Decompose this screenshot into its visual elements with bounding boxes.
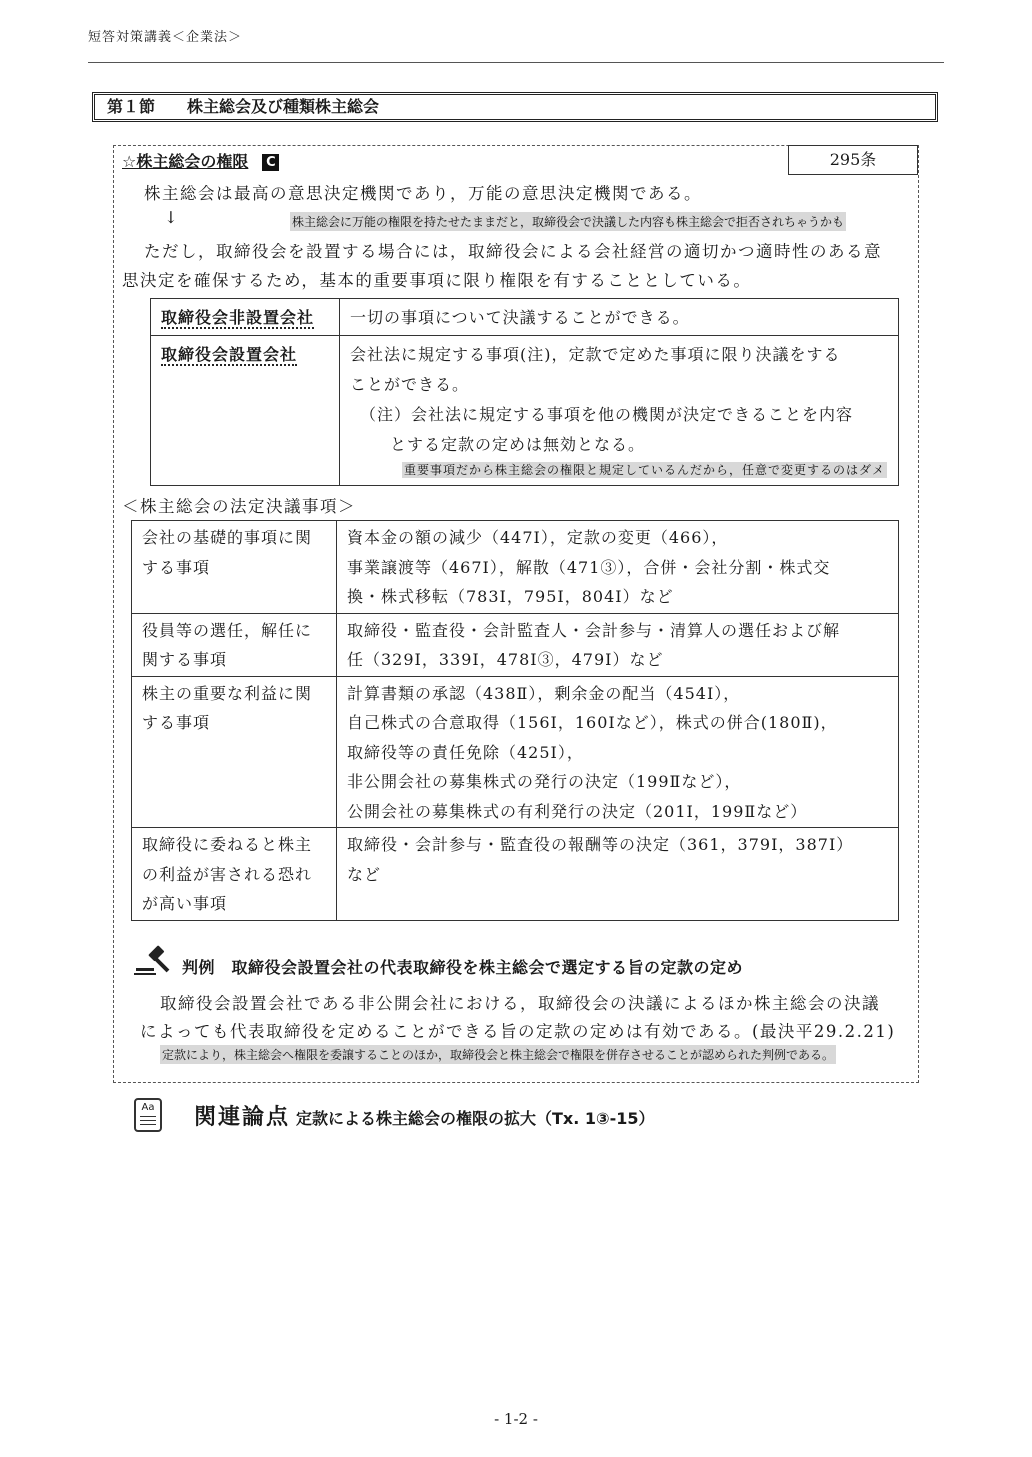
resolutions-table — [131, 520, 899, 921]
case-line-2: によっても代表取締役を定めることができる旨の定款の定めは有効である。(最決平29.2.21) — [140, 1022, 896, 1041]
related-label: 関連論点 — [194, 1105, 291, 1130]
row-items: 取締役・監査役・会計監査人・会計参与・清算人の選任および解 任（329Ⅰ，339Ⅰ，478Ⅰ③，479Ⅰ）など — [337, 613, 899, 676]
row-items: 計算書類の承認（438Ⅱ），剰余金の配当（454Ⅰ）， 自己株式の合意取得（156Ⅰ，160Ⅰなど），株式の併合(180Ⅱ)， 取締役等の責任免除（425Ⅰ）， 非公開会社の募集株式の発行の決定（199Ⅱなど）， 公開会社の募集株式の有利発行の決定（201Ⅰ，199Ⅱなど） — [337, 676, 899, 828]
rank-badge: C — [262, 154, 279, 171]
row-text: 会社法に規定する事項(注)，定款で定めた事項に限り決議をする ことができる。 （注）会社法に規定する事項を他の機関が決定できることを内容 とする定款の定めは無効となる。 重要事項だから株主総会の権限と規定しているんだから，任意で変更するのはダメ — [340, 336, 899, 486]
intro-line-1: 株主総会は最高の意思決定機関であり，万能の意思決定機関である。 — [144, 184, 702, 203]
case-note: 定款により，株主総会へ権限を委譲することのほか，取締役会と株主総会で権限を併存させることが認められた判例である。 — [160, 1045, 836, 1064]
related-text: 定款による株主総会の権限の拡大（Tx. 1③-15） — [296, 1109, 655, 1128]
table-row — [132, 828, 899, 921]
case-line-1: 取締役会設置会社である非公開会社における，取締役会の決議によるほか株主総会の決議 — [160, 994, 880, 1013]
row-label: 株主の重要な利益に関 する事項 — [132, 676, 337, 828]
row-label: 役員等の選任，解任に 関する事項 — [132, 613, 337, 676]
document-icon-text: Aa — [141, 1102, 155, 1113]
row-label: 取締役会設置会社 — [151, 336, 340, 486]
related-topic — [194, 1100, 655, 1131]
row-label: 会社の基礎的事項に関 する事項 — [132, 521, 337, 614]
row-label: 取締役会非設置会社 — [151, 299, 340, 336]
table-row — [151, 336, 899, 486]
row-label: 取締役に委ねると株主 の利益が害される恐れ が高い事項 — [132, 828, 337, 921]
row-items: 資本金の額の減少（447Ⅰ），定款の変更（466）， 事業譲渡等（467Ⅰ），解散（471③），合併・会社分割・株式交 換・株式移転（783Ⅰ，795Ⅰ，804Ⅰ）など — [337, 521, 899, 614]
table-row — [132, 613, 899, 676]
page-number: - 1-2 - — [494, 1410, 538, 1428]
row-text: 一切の事項について決議することができる。 — [340, 299, 899, 336]
table-row — [132, 676, 899, 828]
table-row — [151, 299, 899, 336]
authority-table — [150, 298, 899, 486]
article-number: 295条 — [788, 145, 918, 175]
margin-note-1: 株主総会に万能の権限を持たせたままだと，取締役会で決議した内容も株主総会で拒否されちゃうかも — [290, 212, 846, 231]
intro-line-2: ただし，取締役会を設置する場合には，取締役会による会社経営の適切かつ適時性のある意 — [144, 242, 882, 261]
course-header: 短答対策講義＜企業法＞ — [88, 30, 243, 45]
row-items: 取締役・会計参与・監査役の報酬等の決定（361，379Ⅰ，387Ⅰ） など — [337, 828, 899, 921]
intro-line-3: 思決定を確保するため，基本的重要事項に限り権限を有することとしている。 — [122, 271, 752, 290]
case-heading: 判例 取締役会設置会社の代表取締役を株主総会で選定する旨の定款の定め — [182, 958, 744, 977]
section-title: 第１節 株主総会及び種類株主総会 — [92, 92, 938, 122]
resolutions-title: ＜株主総会の法定決議事項＞ — [122, 497, 356, 516]
arrow-down: ↓ — [164, 208, 180, 227]
topic-heading — [122, 149, 279, 172]
gavel-icon — [134, 944, 174, 976]
margin-note-2: 重要事項だから株主総会の権限と規定しているんだから，任意で変更するのはダメ — [404, 463, 886, 477]
topic-title: ☆株主総会の権限 — [122, 152, 249, 171]
document-icon — [134, 1098, 162, 1132]
table-row — [132, 521, 899, 614]
header-rule — [88, 62, 944, 63]
